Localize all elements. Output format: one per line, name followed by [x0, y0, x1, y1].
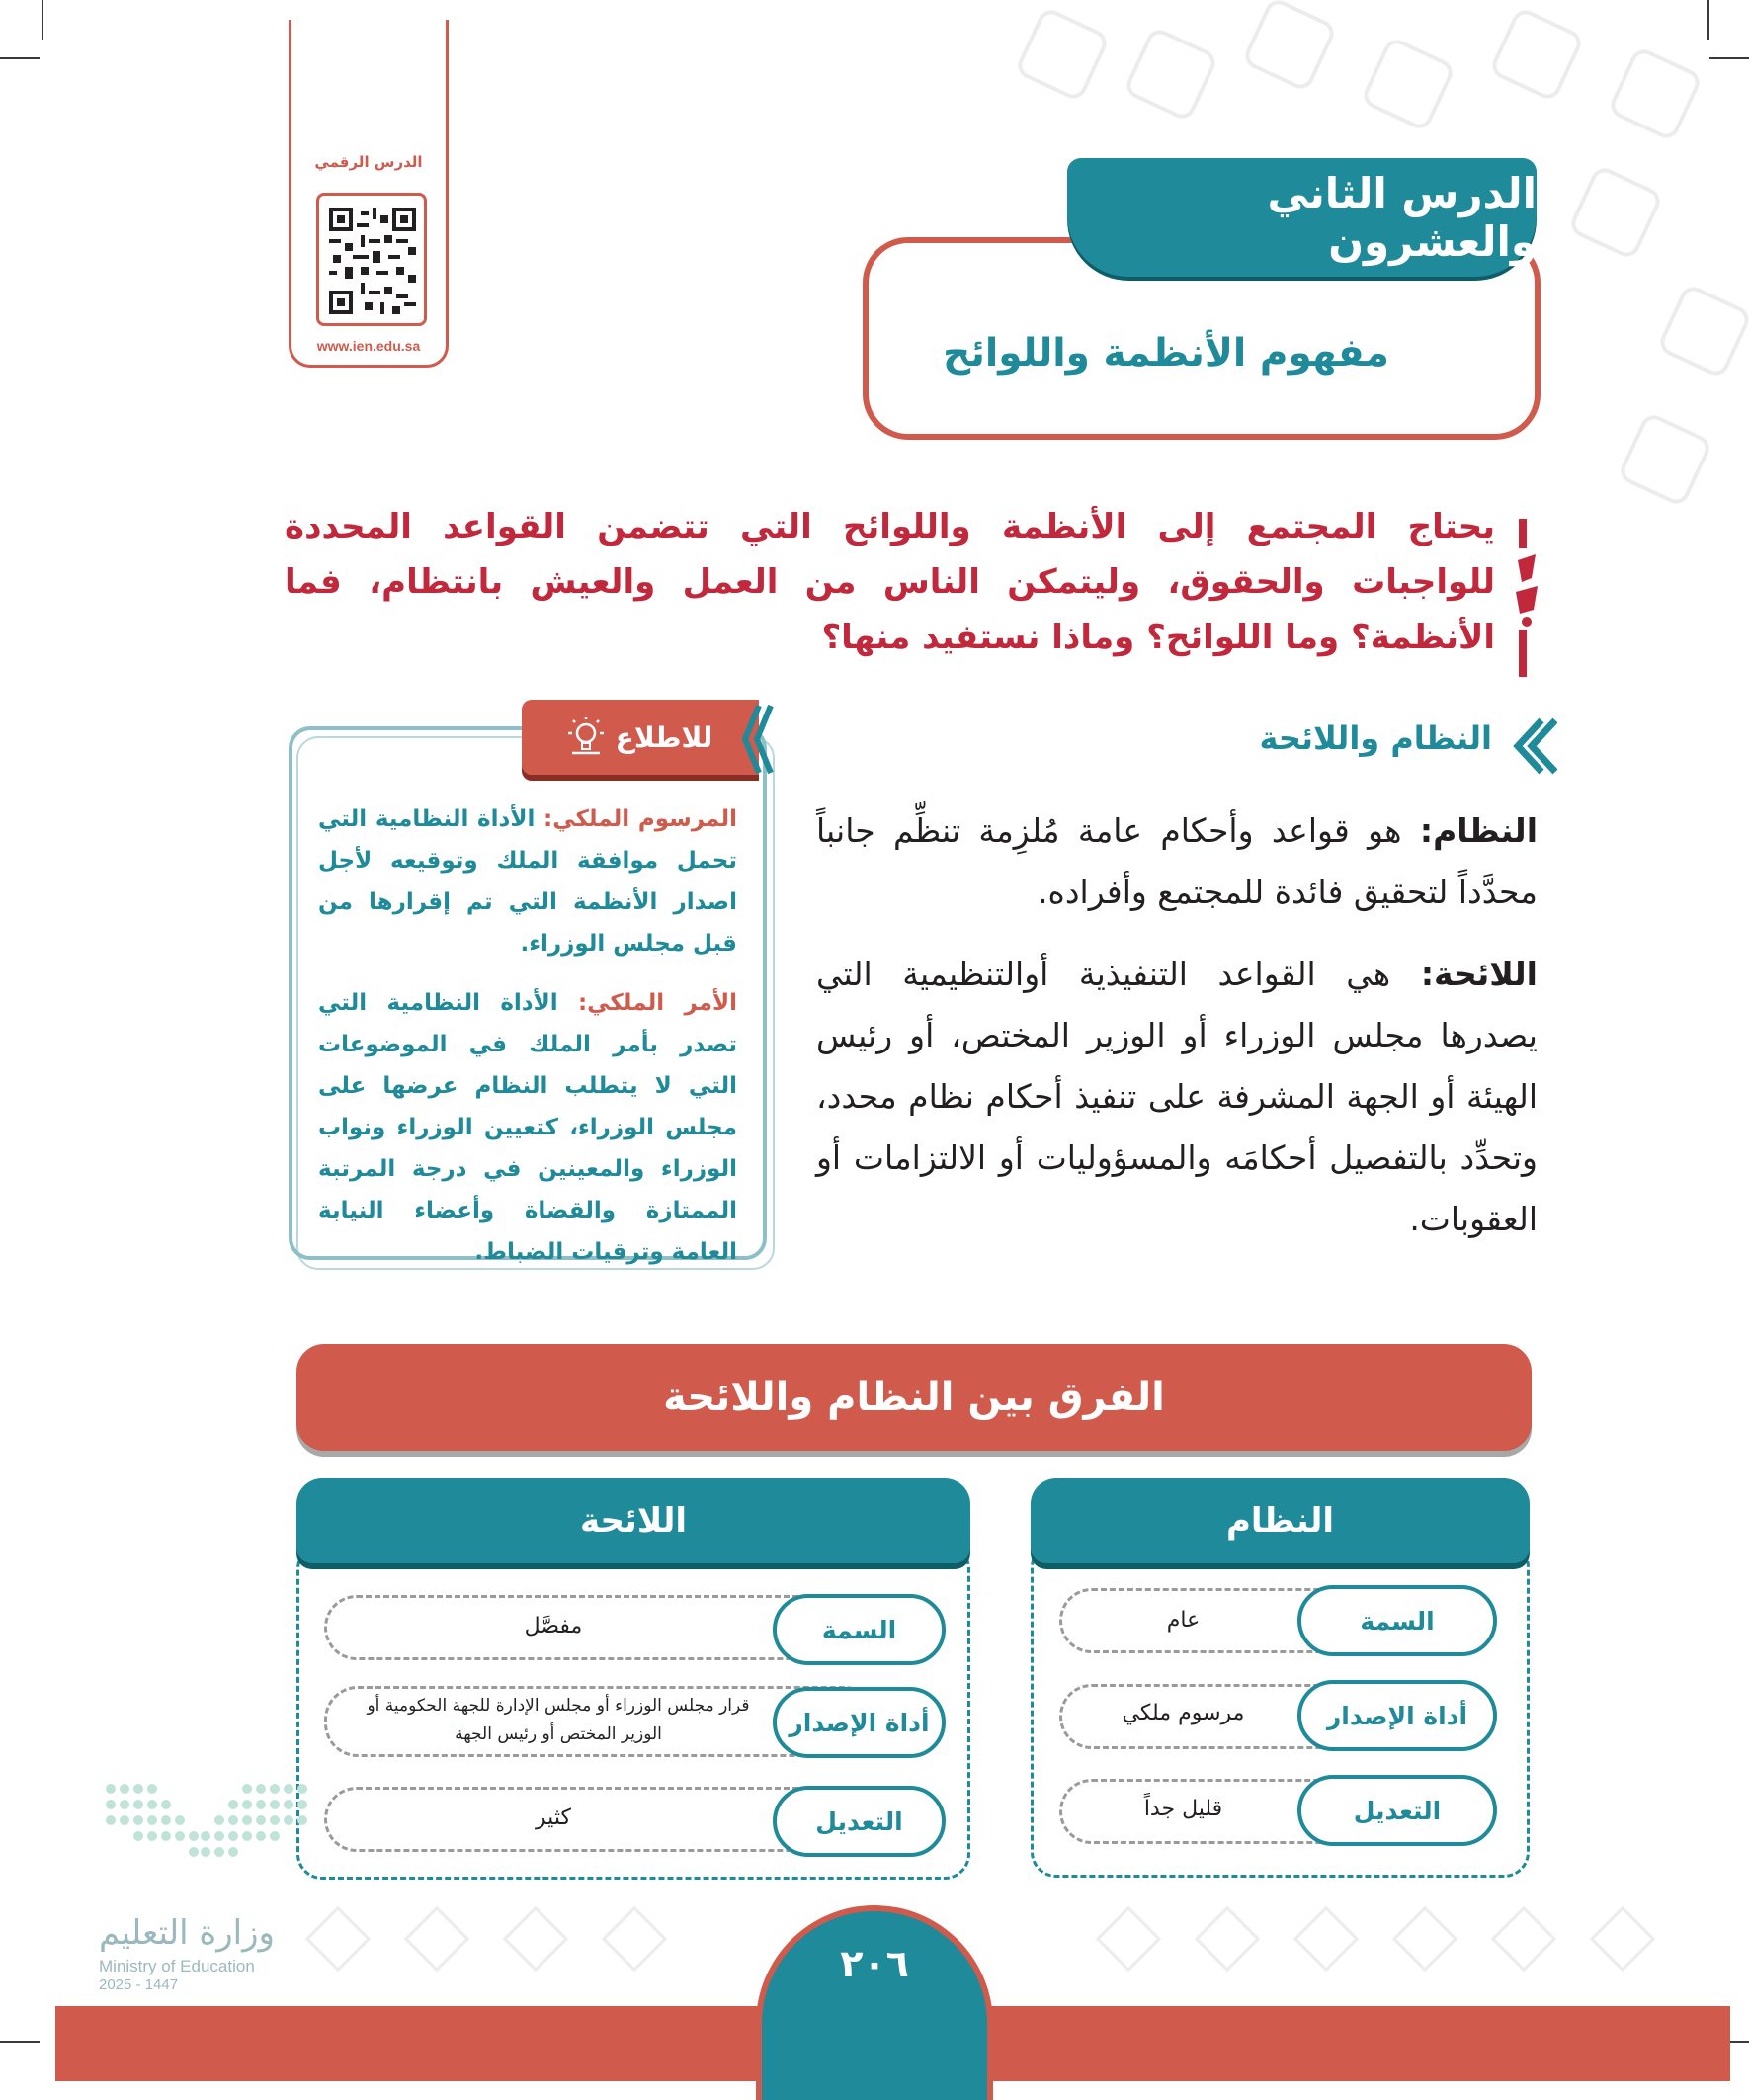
lightbulb-icon [568, 717, 604, 757]
system-row-label: السمة [1297, 1585, 1497, 1656]
digital-lesson-url[interactable]: www.ien.edu.sa [316, 338, 421, 354]
system-table-title: النظام [1225, 1501, 1335, 1541]
intro-question: يحتاج المجتمع إلى الأنظمة واللوائح التي تتضمن القواعد المحددة للواجبات والحقوق، وليتمكن الناس من العمل والعيش بانتظام، فما الأنظمة؟ وما اللوائح؟ وماذا نستفيد منها؟ [285, 507, 1495, 657]
info-tag-label: للاطلاع [615, 720, 713, 754]
section-chevron-icon [1512, 716, 1557, 776]
crop-mark [0, 57, 40, 59]
ministry-name-english: Ministry of Education [99, 1957, 255, 1975]
royal-decree-term: المرسوم الملكي: [543, 806, 737, 832]
regulation-table-title: اللائحة [579, 1501, 688, 1541]
question-icon [1510, 548, 1543, 630]
royal-order-text: الأداة النظامية التي تصدر بأمر الملك في الموضوعات التي لا يتطلب النظام عرضها على مجلس الوزراء، كتعيين الوزراء ونواب الوزراء والمعينين في درجة المرتبة الممتازة والقضاة وأعضاء النيابة العامة وترقيات الضباط. [318, 990, 737, 1265]
info-content [318, 798, 737, 1291]
system-row-value: مرسوم ملكي [1122, 1701, 1245, 1725]
digital-lesson-tab[interactable] [289, 20, 449, 368]
page-number-badge [756, 1905, 993, 2100]
system-row-label: أداة الإصدار [1297, 1680, 1497, 1751]
system-table-header [1031, 1478, 1530, 1563]
royal-decree-text: الأداة النظامية التي تحمل موافقة الملك وتوقيعه لأجل اصدار الأنظمة التي تم إقرارها من قبل مجلس الوزراء. [318, 806, 737, 957]
crop-mark [1707, 0, 1709, 40]
info-tag [522, 700, 759, 775]
info-chevron-icon [741, 700, 775, 779]
difference-banner [296, 1344, 1532, 1451]
regulation-term: اللائحة: [1420, 955, 1538, 993]
regulation-row-label: أداة الإصدار [773, 1687, 946, 1758]
system-text: هو قواعد وأحكام عامة مُلزِمة تنظِّم جانباً محدَّداً لتحقيق فائدة للمجتمع وأفراده. [816, 811, 1538, 911]
system-definition [816, 800, 1538, 923]
ministry-logo-icon [99, 1769, 316, 1907]
lesson-number: الدرس الثاني والعشرون [1267, 169, 1537, 266]
regulation-row-value: قرار مجلس الوزراء أو مجلس الإدارة للجهة الحكومية أو الوزير المختص أو رئيس الجهة [367, 1696, 750, 1744]
regulation-table-header [296, 1478, 970, 1563]
qr-code-icon [329, 208, 416, 314]
ministry-name-arabic: وزارة التعليم [99, 1913, 275, 1953]
royal-order-paragraph [318, 982, 737, 1273]
regulation-text: هي القواعد التنفيذية أوالتنظيمية التي يصدرها مجلس الوزراء أو الوزير المختص، أو رئيس الهيئة أو الجهة المشرفة على تنفيذ أحكام نظام محدد، وتحدِّد بالتفصيل أحكامَه والمسؤوليات أو الالتزامات أو العقوبات. [816, 955, 1538, 1238]
system-row-label: التعديل [1297, 1775, 1497, 1846]
regulation-definition [816, 944, 1538, 1250]
lesson-number-badge [1067, 158, 1537, 277]
difference-title: الفرق بين النظام واللائحة [663, 1375, 1165, 1420]
regulation-row-value: كثير [536, 1806, 571, 1830]
qr-code-frame[interactable] [316, 193, 427, 326]
system-row-value: عام [1166, 1608, 1201, 1633]
digital-lesson-title: الدرس الرقمي [314, 153, 423, 171]
system-term: النظام: [1419, 811, 1538, 850]
crop-mark [0, 2041, 40, 2043]
edition-year: 2025 - 1447 [99, 1976, 179, 1993]
crop-mark [42, 0, 43, 40]
page-number: ٢٠٦ [840, 1942, 909, 1985]
royal-order-term: الأمر الملكي: [577, 990, 737, 1016]
regulation-row-label: التعديل [773, 1786, 946, 1857]
regulation-row-value: مفصَّل [524, 1614, 583, 1638]
royal-decree-paragraph [318, 798, 737, 965]
regulation-row-label: السمة [773, 1594, 946, 1665]
lesson-title: مفهوم الأنظمة واللوائح [943, 331, 1389, 376]
system-row-value: قليل جداً [1143, 1797, 1223, 1821]
section-title: النظام واللائحة [1259, 719, 1492, 757]
crop-mark [1709, 57, 1749, 59]
footer-pattern [296, 1878, 1729, 2006]
